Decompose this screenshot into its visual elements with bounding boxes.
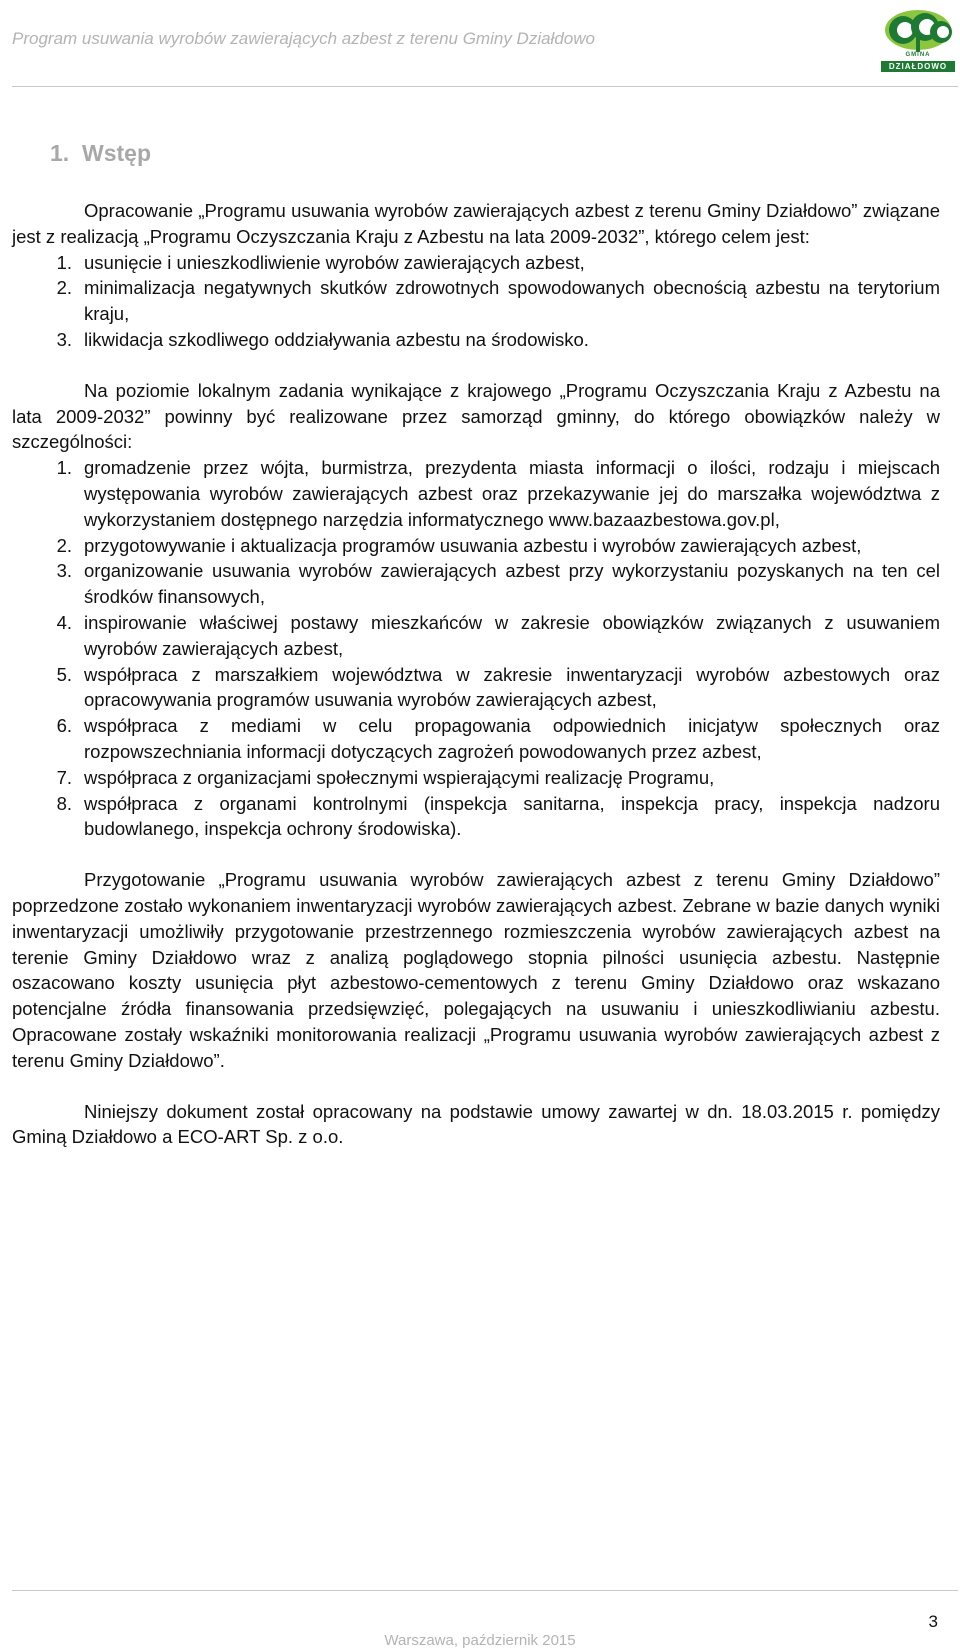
- footer-text: Warszawa, październik 2015: [384, 1632, 576, 1649]
- logo-emblem: [879, 8, 957, 54]
- header-divider: [12, 86, 958, 87]
- list-item-text: usunięcie i unieszkodliwienie wyrobów zawierających azbest,: [84, 251, 585, 273]
- local-duties-list: [12, 455, 940, 842]
- section-heading: [50, 138, 940, 168]
- page-header: [0, 0, 960, 88]
- list-item: [12, 327, 940, 353]
- gmina-dzialdowo-logo-icon: [879, 8, 957, 70]
- list-item-text: minimalizacja negatywnych skutków zdrowotnych spowodowanych obecnością azbestu na terytorium kraju,: [84, 277, 940, 325]
- list-item-number: 2.: [56, 534, 72, 556]
- list-item-text: współpraca z organami kontrolnymi (inspekcja sanitarna, inspekcja pracy, inspekcja nadzoru budowlanego, inspekcja ochrony środowiska).: [84, 792, 940, 840]
- list-item: [12, 250, 940, 276]
- list-item-number: 1.: [56, 457, 72, 479]
- spacer: [12, 842, 940, 867]
- list-item-text: likwidacja szkodliwego oddziaływania azbestu na środowisko.: [84, 328, 589, 350]
- list-item-text: inspirowanie właściwej postawy mieszkańców w zakresie obowiązków związanych z usuwaniem wyrobów zawierających azbest,: [84, 611, 940, 659]
- list-item-number: 8.: [56, 792, 72, 814]
- list-item: [12, 610, 940, 662]
- list-item: [12, 662, 940, 714]
- spacer: [12, 353, 940, 378]
- list-item-text: współpraca z mediami w celu propagowania odpowiednich inicjatyw społecznych oraz rozpowszechniania informacji dotyczących zagrożeń powodowanych przez azbest,: [84, 715, 940, 762]
- list-item-text: współpraca z organizacjami społecznymi wspierającymi realizację Programu,: [84, 766, 715, 788]
- list-item: [12, 765, 940, 791]
- logo-top-text: GMINA: [905, 52, 931, 58]
- page-number: 3: [928, 1612, 938, 1631]
- section-title: Wstęp: [82, 140, 151, 166]
- intro-goals-list: [12, 250, 940, 353]
- list-item-number: 2.: [56, 277, 72, 299]
- contract-paragraph: Niniejszy dokument został opracowany na podstawie umowy zawartej w dn. 18.03.2015 r. pomiędzy Gminą Działdowo a ECO-ART Sp. z o.o.: [12, 1100, 940, 1148]
- page-content: [12, 138, 940, 1150]
- list-item-text: gromadzenie przez wójta, burmistrza, prezydenta miasta informacji o ilości, rodzaju i miejscach występowania wyrobów zawierających azbest oraz przekazywanie jej do marszałka województwa z wykorzystaniem dostępnego narzędzia informatycznego www.bazaazbestowa.gov.pl,: [84, 457, 940, 530]
- local-duties-paragraph: Na poziomie lokalnym zadania wynikające z krajowego „Programu Oczyszczania Kraju z Azbestu na lata 2009-2032” powinny być realizowane przez samorząd gminny, do którego obowiązków należy w szczególności:: [12, 379, 940, 453]
- list-item-number: 3.: [56, 560, 72, 582]
- list-item-number: 1.: [56, 251, 72, 273]
- list-item: [12, 713, 940, 765]
- preparation-paragraph: Przygotowanie „Programu usuwania wyrobów zawierających azbest z terenu Gminy Działdowo” poprzedzone zostało wykonaniem inwentaryzacji wyrobów zawierających azbest. Zebrane w bazie danych wyniki inwentaryzacji umożliwiły przygotowanie przestrzennego rozmieszczenia wyrobów zawierających azbest na terenie Gminy Działdowo wraz z analizą poglądowego stopnia pilności usunięcia azbestu. Następnie oszacowano koszty usunięcia płyt azbestowo-cementowych z terenu Gminy Działdowo oraz wskazano potencjalne źródła finansowania przedsięwzięć, polegających na usuwaniu i unieszkodliwianiu azbestu. Opracowane zostały wskaźniki monitorowania realizacji „Programu usuwania wyrobów zawierających azbest z terenu Gminy Działdowo”.: [12, 869, 940, 1071]
- list-item-text: współpraca z marszałkiem województwa w zakresie inwentaryzacji wyrobów azbestowych oraz opracowywania programów usuwania wyrobów zawierających azbest,: [84, 663, 940, 711]
- list-item: [12, 791, 940, 843]
- list-item-text: przygotowywanie i aktualizacja programów usuwania azbestu i wyrobów zawierających azbest,: [84, 534, 862, 556]
- list-item-number: 6.: [56, 715, 72, 737]
- list-item-number: 5.: [56, 663, 72, 685]
- list-item-text: organizowanie usuwania wyrobów zawierających azbest przy wykorzystaniu pozyskanych na ten cel środków finansowych,: [84, 560, 940, 608]
- list-item: [12, 533, 940, 559]
- list-item: [12, 558, 940, 610]
- intro-paragraph: Opracowanie „Programu usuwania wyrobów zawierających azbest z terenu Gminy Działdowo” związane jest z realizacją „Programu Oczyszczania Kraju z Azbestu na lata 2009-2032”, którego celem jest:: [12, 200, 940, 247]
- list-item-number: 7.: [56, 766, 72, 788]
- header-title: Program usuwania wyrobów zawierających azbest z terenu Gminy Działdowo: [12, 29, 595, 48]
- footer-divider: [12, 1590, 958, 1591]
- list-item: [12, 455, 940, 532]
- spacer: [12, 1074, 940, 1099]
- list-item: [12, 275, 940, 327]
- list-item-number: 3.: [56, 328, 72, 350]
- list-item-number: 4.: [56, 611, 72, 633]
- section-number: 1.: [50, 140, 70, 166]
- logo-band-text: DZIAŁDOWO: [881, 61, 955, 72]
